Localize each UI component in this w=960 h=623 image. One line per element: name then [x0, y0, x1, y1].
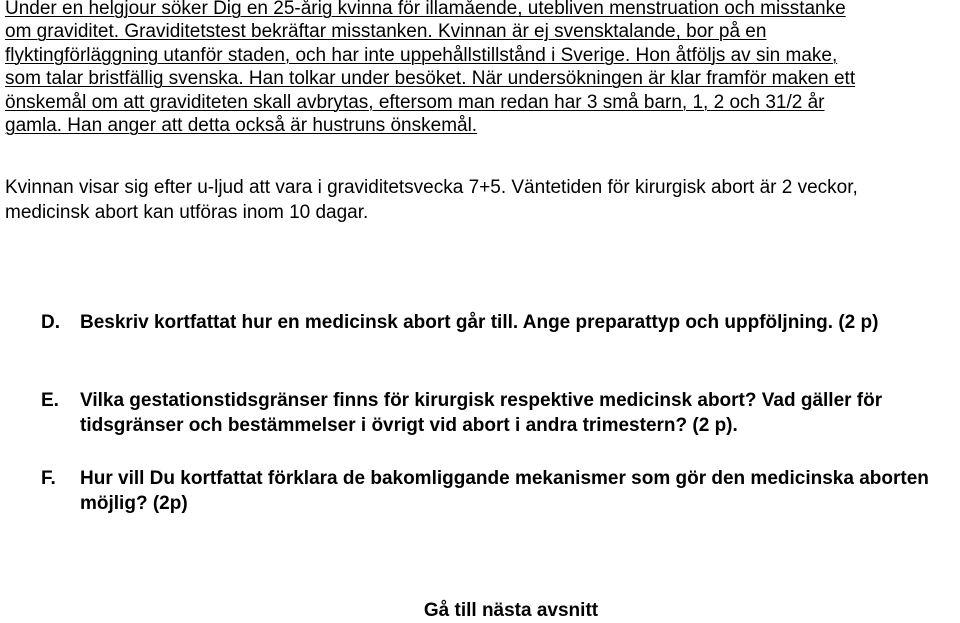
question-f [41, 466, 956, 516]
question-e-letter: E. [41, 390, 59, 411]
question-d-letter: D. [41, 312, 60, 333]
next-section-link[interactable]: Gå till nästa avsnitt [423, 600, 599, 621]
question-d [41, 310, 956, 335]
case-line-1: Under en helgjour söker Dig en 25-årig kvinna för illamående, utebliven menstruation och misstanke [5, 0, 846, 19]
followup-line-2: medicinsk abort kan utföras inom 10 dagar. [5, 202, 369, 223]
case-followup-paragraph [5, 175, 955, 225]
case-line-6: gamla. Han anger att detta också är hustruns önskemål. [5, 115, 478, 137]
question-f-letter: F. [41, 468, 56, 489]
case-line-5: önskemål om att graviditeten skall avbrytas, eftersom man redan har 3 små barn, 1, 2 och 31/2 år [5, 91, 825, 113]
case-line-4: som talar bristfällig svenska. Han tolkar under besöket. När undersökningen är klar framför maken ett [5, 68, 856, 90]
case-line-2: om graviditet. Graviditetstest bekräftar misstanken. Kvinnan är ej svensktalande, bor på en [5, 21, 767, 43]
case-line-3: flyktingförläggning utanför staden, och har inte uppehållstillstånd i Sverige. Hon åtföljs av sin make, [5, 44, 838, 66]
question-f-text: Hur vill Du kortfattat förklara de bakomliggande mekanismer som gör den medicinska aborten möjlig? (2p) [80, 468, 929, 514]
question-e-text: Vilka gestationstidsgränser finns för kirurgisk respektive medicinsk abort? Vad gäller för tidsgränser och bestämmelser i övrigt vid abort i andra trimestern? (2 p). [80, 390, 883, 436]
followup-line-1: Kvinnan visar sig efter u-ljud att vara i graviditetsvecka 7+5. Väntetiden för kirurgisk abort är 2 veckor, [5, 177, 858, 198]
question-d-text: Beskriv kortfattat hur en medicinsk abort går till. Ange preparattyp och uppföljning. (2 p) [80, 312, 879, 333]
case-description [5, 0, 955, 137]
question-e [41, 388, 956, 438]
